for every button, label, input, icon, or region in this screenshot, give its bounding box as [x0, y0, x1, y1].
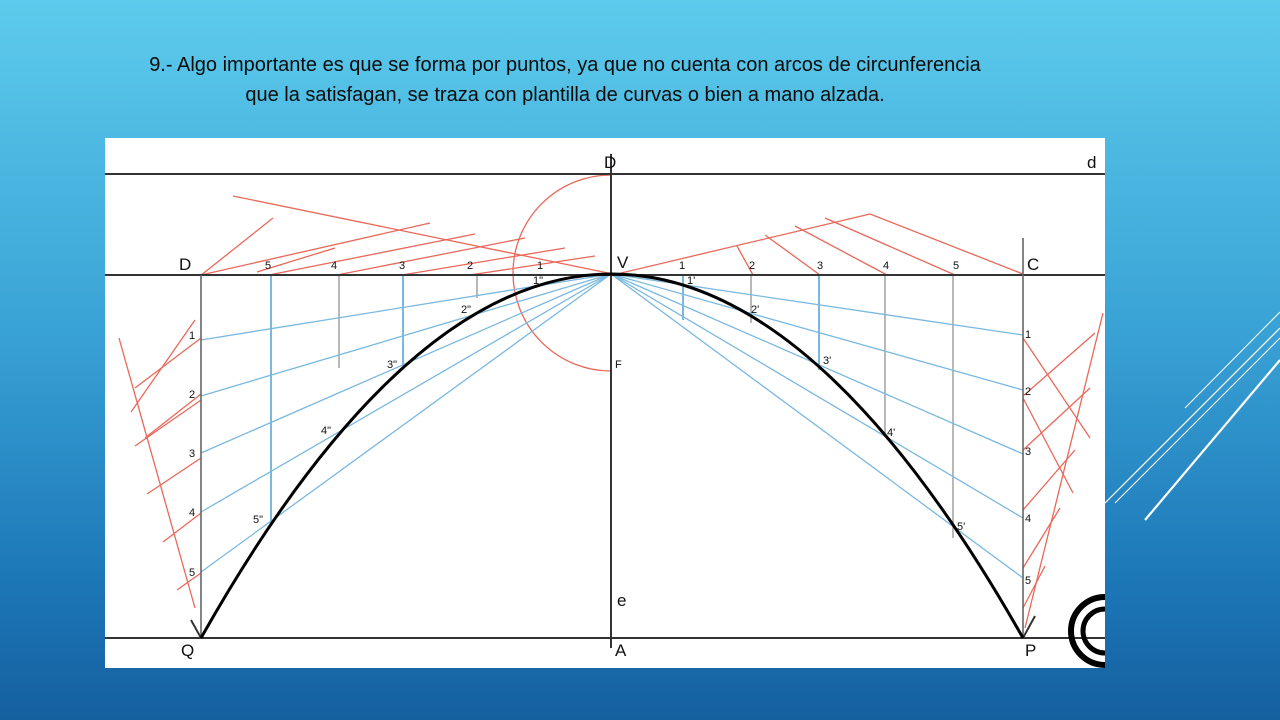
- ls-div-2: 2: [189, 389, 196, 401]
- label-e: e: [617, 591, 627, 610]
- rc-pt-5: 5': [957, 521, 966, 533]
- ls-div-5: 5: [189, 567, 196, 579]
- rc-pt-1: 1': [687, 275, 696, 287]
- label-V: V: [617, 253, 629, 272]
- lc-pt-4: 4": [321, 425, 332, 437]
- label-F: F: [615, 359, 622, 371]
- tr-div-2: 2: [749, 260, 756, 272]
- rs-div-3: 3: [1025, 446, 1032, 458]
- tl-div-4: 4: [331, 260, 338, 272]
- label-D-top: D: [604, 153, 617, 172]
- lc-pt-5: 5": [253, 514, 264, 526]
- lc-pt-2: 2": [461, 304, 472, 316]
- rs-div-4: 4: [1025, 513, 1032, 525]
- label-C: C: [1027, 255, 1040, 274]
- rs-div-5: 5: [1025, 575, 1032, 587]
- tr-div-4: 4: [883, 260, 890, 272]
- caption-line-2: que la satisfagan, se traza con plantilla de curvas o bien a mano alzada.: [245, 84, 885, 106]
- lc-pt-3: 3": [387, 359, 398, 371]
- ls-div-3: 3: [189, 448, 196, 460]
- label-d: d: [1087, 153, 1097, 172]
- rs-div-2: 2: [1025, 386, 1032, 398]
- rc-pt-4: 4': [887, 427, 896, 439]
- label-Q: Q: [181, 641, 195, 660]
- tr-div-3: 3: [817, 260, 824, 272]
- tr-div-5: 5: [953, 260, 960, 272]
- tr-div-1: 1: [679, 260, 686, 272]
- tl-div-2: 2: [467, 260, 474, 272]
- rc-pt-3: 3': [823, 355, 832, 367]
- tl-div-5: 5: [265, 260, 272, 272]
- tl-div-3: 3: [399, 260, 406, 272]
- label-D-left: D: [179, 255, 192, 274]
- rc-pt-2: 2': [751, 304, 760, 316]
- label-A: A: [615, 641, 627, 660]
- label-P: P: [1025, 641, 1037, 660]
- ls-div-1: 1: [189, 330, 196, 342]
- ls-div-4: 4: [189, 507, 196, 519]
- lc-pt-1: 1": [533, 275, 544, 287]
- tl-div-1: 1: [537, 260, 544, 272]
- caption-line-1: 9.- Algo importante es que se forma por puntos, ya que no cuenta con arcos de circunferencia: [149, 54, 981, 76]
- rs-div-1: 1: [1025, 329, 1032, 341]
